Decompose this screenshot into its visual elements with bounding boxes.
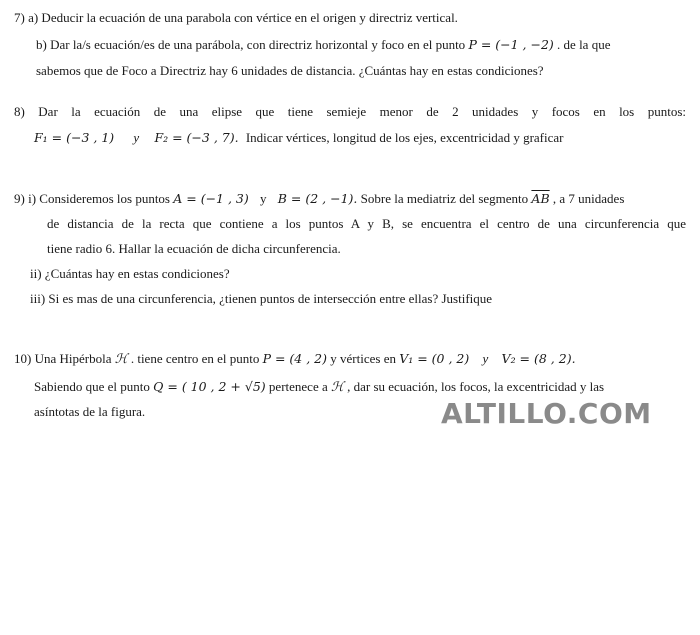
problem-7-part-b-line-2: sabemos que de Foco a Directriz hay 6 unidades de distancia. ¿Cuántas hay en estas condiciones? [36,63,544,78]
problem-9-part-ii: ii) ¿Cuántas hay en estas condiciones? [30,266,230,281]
problem-8-focus-2: F₂ = (−3 , 7). [154,130,239,145]
problem-10-center-text: . tiene centro en el punto [127,351,263,366]
problem-9-line-3: tiene radio 6. Hallar la ecuación de dicha circunferencia. [47,241,341,256]
problem-7-part-b-line-1 [36,37,610,53]
hyperbola-symbol-2: ℋ [330,379,344,394]
problem-9-line-1-tail: , a 7 unidades [549,191,625,206]
problem-10-conjunction: y [482,351,489,366]
problem-9-mid-text: Sobre la mediatriz del segmento [357,191,532,206]
problem-10-line-2-tail: , dar su ecuación, los focos, la excentricidad y las [343,379,605,394]
problem-10-intro: 10) Una Hipérbola [14,351,115,366]
problem-10-center-point: P = (4 , 2) [262,351,328,366]
problem-8-line-1: 8) Dar la ecuación de una elipse que tiene semieje menor de 2 unidades y focos en los puntos: [14,104,686,119]
problem-10-line-3: asíntotas de la figura. [34,404,146,419]
problem-10-point-q: Q = ( 10 , 2 + √5) [153,379,266,394]
problem-10-vertices-text: y vértices en [327,351,400,366]
problem-10-line-2 [34,379,604,395]
problem-9-line-1 [14,191,624,207]
problem-9-intro: 9) i) Consideremos los puntos [14,191,174,206]
problem-7-part-a: 7) a) Deducir la ecuación de una parabola con vértice en el origen y directriz vertical. [14,10,458,25]
problem-10-line-1 [14,351,576,367]
problem-8-instructions: Indicar vértices, longitud de los ejes, excentricidad y graficar [245,130,564,145]
problem-7-b-text: b) Dar la/s ecuación/es de una parábola, con directriz horizontal y foco en el punto [36,37,469,52]
altillo-watermark: ALTILLO.COM [441,397,652,430]
problem-9-point-a: A = (−1 , 3) [173,191,249,206]
problem-9-part-iii: iii) Si es mas de una circunferencia, ¿tienen puntos de intersección entre ellas? Justifique [30,291,493,306]
problem-10-knowing-text: Sabiendo que el punto [34,379,154,394]
problem-8-conjunction: y [133,130,140,145]
problem-10-belongs-text: pertenece a [265,379,331,394]
problem-7-focus-point: P = (−1 , −2) [468,37,554,52]
problem-10-vertex-2: V₂ = (8 , 2). [501,351,576,366]
problem-8-focus-1: F₁ = (−3 , 1) [34,130,115,145]
hyperbola-symbol: ℋ [114,351,128,366]
problem-9-segment-ab: $\overline{AB}$ [531,191,550,206]
problem-8-line-2 [34,130,564,146]
problem-7-b-tail: . de la que [553,37,611,52]
problem-9-point-b: B = (2 , −1). [277,191,358,206]
problem-10-vertex-1: V₁ = (0 , 2) [399,351,470,366]
problem-9-conjunction: y [260,191,267,206]
problem-9-line-2: de distancia de la recta que contiene a los puntos A y B, se encuentra el centro de una circunferencia que [47,216,686,231]
